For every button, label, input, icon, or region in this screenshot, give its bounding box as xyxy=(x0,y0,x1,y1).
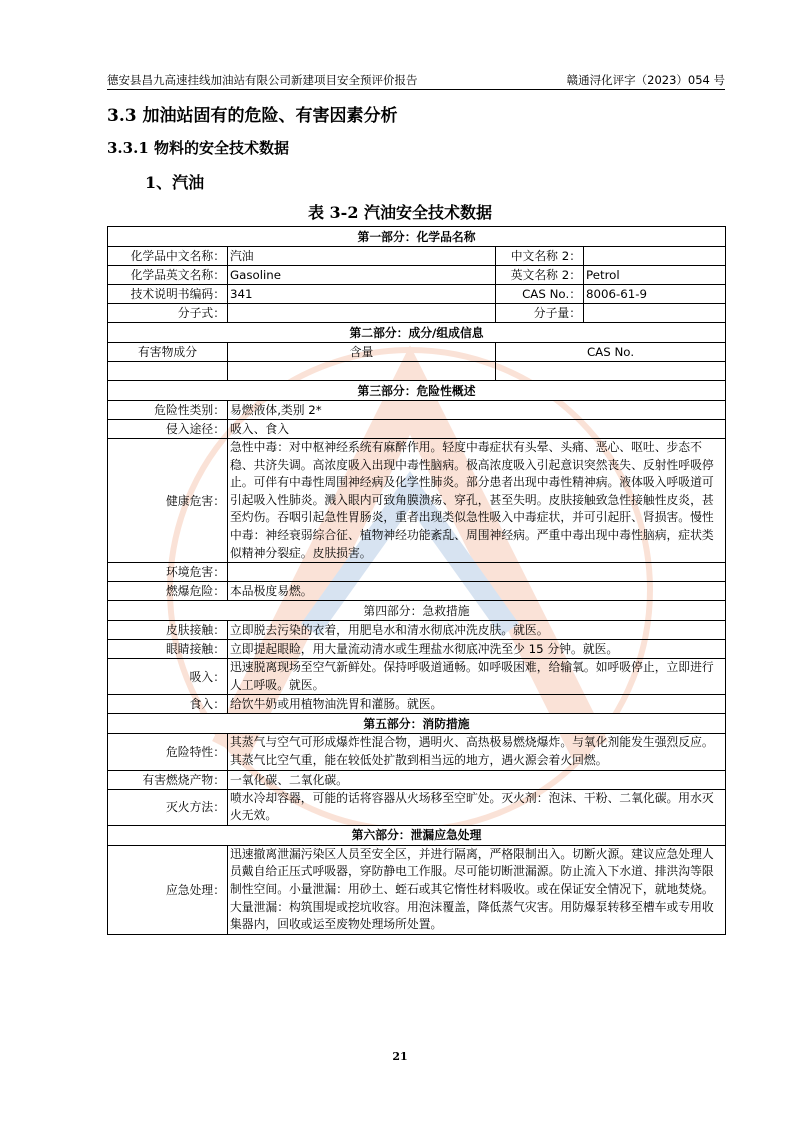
env-value xyxy=(228,563,726,582)
comp-header-substance: 有害物成分 xyxy=(108,343,228,362)
env-label: 环境危害： xyxy=(108,563,228,582)
comp-cell xyxy=(108,362,228,381)
ingest-label: 食入： xyxy=(108,695,228,714)
health-label: 健康危害： xyxy=(108,439,228,563)
en-name2-label: 英文名称 2： xyxy=(496,266,584,285)
tech-code-value: 341 xyxy=(228,285,496,304)
tech-code-label: 技术说明书编码： xyxy=(108,285,228,304)
comp-header-cas: CAS No. xyxy=(496,343,726,362)
combust-label: 有害燃烧产物： xyxy=(108,770,228,789)
comp-header-content: 含量 xyxy=(228,343,496,362)
formula-value xyxy=(228,304,496,323)
part6-header: 第六部分：泄漏应急处理 xyxy=(108,825,726,845)
part2-header: 第二部分：成分/组成信息 xyxy=(108,323,726,343)
mw-value xyxy=(584,304,726,323)
page-header xyxy=(107,71,725,90)
fire-label: 燃爆危险： xyxy=(108,582,228,601)
table-caption: 表 3-2 汽油安全技术数据 xyxy=(307,203,493,222)
cn-name-value: 汽油 xyxy=(228,247,496,266)
emergency-value: 迅速撤离泄漏污染区人员至安全区，并进行隔离，严格限制出入。切断火源。建议应急处理人员戴自给正压式呼吸器，穿防静电工作服。尽可能切断泄漏源。防止流入下水道、排洪沟等限制性空间。小量泄漏：用砂土、蛭石或其它惰性材料吸收。或在保证安全情况下，就地焚烧。大量泄漏：构筑围堤或挖坑收容。用泡沫覆盖，降低蒸气灾害。用防爆泵转移至槽车或专用收集器内，回收或运至废物处理场所处置。 xyxy=(228,845,726,934)
header-report-title: 德安县昌九高速挂线加油站有限公司新建项目安全预评价报告 xyxy=(107,73,418,87)
comp-cell xyxy=(496,362,726,381)
skin-value: 立即脱去污染的衣着，用肥皂水和清水彻底冲洗皮肤。就医。 xyxy=(228,621,726,640)
extinguish-value: 喷水冷却容器，可能的话将容器从火场移至空旷处。灭火剂：泡沫、干粉、二氧化碳。用水灭火无效。 xyxy=(228,789,726,825)
route-label: 侵入途径： xyxy=(108,420,228,439)
cn-name2-label: 中文名称 2： xyxy=(496,247,584,266)
hazard-class-label: 危险性类别： xyxy=(108,401,228,420)
hazard-class-value: 易燃液体,类别 2* xyxy=(228,401,726,420)
comp-cell xyxy=(228,362,496,381)
subsection-heading: 3.3.1 物料的安全技术数据 xyxy=(107,139,289,157)
part5-header: 第五部分：消防措施 xyxy=(108,714,726,734)
section-heading: 3.3 加油站固有的危险、有害因素分析 xyxy=(107,106,398,126)
en-name-value: Gasoline xyxy=(228,266,496,285)
part1-header: 第一部分：化学品名称 xyxy=(108,227,726,247)
en-name-label: 化学品英文名称： xyxy=(108,266,228,285)
ingest-value: 给饮牛奶或用植物油洗胃和灌肠。就医。 xyxy=(228,695,726,714)
gasoline-safety-data-table xyxy=(107,226,726,935)
combust-value: 一氧化碳、二氧化碳。 xyxy=(228,770,726,789)
page-number: 21 xyxy=(392,1050,408,1063)
formula-label: 分子式： xyxy=(108,304,228,323)
fire-value: 本品极度易燃。 xyxy=(228,582,726,601)
eye-value: 立即提起眼睑，用大量流动清水或生理盐水彻底冲洗至少 15 分钟。就医。 xyxy=(228,640,726,659)
part4-header: 第四部分：急救措施 xyxy=(108,601,726,621)
cas-value: 8006-61-9 xyxy=(584,285,726,304)
cn-name2-value xyxy=(584,247,726,266)
part3-header: 第三部分：危险性概述 xyxy=(108,381,726,401)
header-report-number: 赣通浔化评字（2023）054 号 xyxy=(566,73,725,87)
danger-value: 其蒸气与空气可形成爆炸性混合物，遇明火、高热极易燃烧爆炸。与氧化剂能发生强烈反应。其蒸气比空气重，能在较低处扩散到相当远的地方，遇火源会着火回燃。 xyxy=(228,734,726,770)
inhale-label: 吸入： xyxy=(108,659,228,695)
eye-label: 眼睛接触： xyxy=(108,640,228,659)
cn-name-label: 化学品中文名称： xyxy=(108,247,228,266)
emergency-label: 应急处理： xyxy=(108,845,228,934)
en-name2-value: Petrol xyxy=(584,266,726,285)
item-heading: 1、汽油 xyxy=(145,173,205,192)
danger-label: 危险特性： xyxy=(108,734,228,770)
mw-label: 分子量： xyxy=(496,304,584,323)
cas-label: CAS No.： xyxy=(496,285,584,304)
skin-label: 皮肤接触： xyxy=(108,621,228,640)
route-value: 吸入、食入 xyxy=(228,420,726,439)
extinguish-label: 灭火方法： xyxy=(108,789,228,825)
health-value: 急性中毒：对中枢神经系统有麻醉作用。轻度中毒症状有头晕、头痛、恶心、呕吐、步态不稳、共济失调。高浓度吸入出现中毒性脑病。极高浓度吸入引起意识突然丧失、反射性呼吸停止。可伴有中毒性周围神经病及化学性肺炎。部分患者出现中毒性精神病。液体吸入呼吸道可引起吸入性肺炎。溅入眼内可致角膜溃疡、穿孔，甚至失明。皮肤接触致急性接触性皮炎，甚至灼伤。吞咽引起急性胃肠炎，重者出现类似急性吸入中毒症状，并可引起肝、肾损害。慢性中毒：神经衰弱综合征、植物神经功能紊乱、周围神经病。严重中毒出现中毒性脑病，症状类似精神分裂症。皮肤损害。 xyxy=(228,439,726,563)
inhale-value: 迅速脱离现场至空气新鲜处。保持呼吸道通畅。如呼吸困难，给输氧。如呼吸停止，立即进行人工呼吸。就医。 xyxy=(228,659,726,695)
